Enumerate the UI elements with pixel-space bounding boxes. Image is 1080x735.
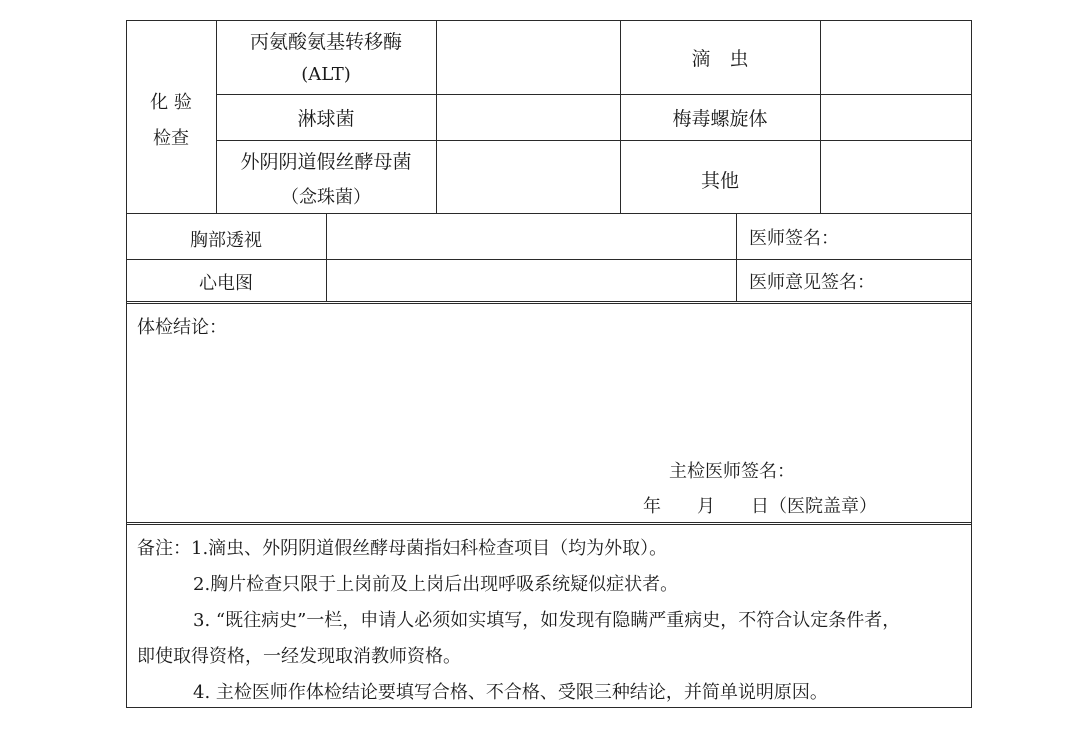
lab-section-label: 检查 (153, 128, 189, 149)
table-border-left (126, 20, 127, 708)
row-divider (216, 94, 972, 95)
table-border-top (126, 20, 972, 21)
note-line: 3. “既往病史”一栏，申请人必须如实填写，如发现有隐瞒严重病史，不符合认定条件者， (193, 610, 901, 631)
chest-xray-label: 胸部透视 (190, 230, 262, 251)
ecg-label: 心电图 (199, 273, 253, 294)
row-divider (126, 301, 972, 302)
column-divider (326, 213, 327, 302)
table-border-bottom (126, 707, 972, 708)
row-divider (126, 213, 972, 214)
column-divider (736, 213, 737, 302)
syphilis-label: 梅毒螺旋体 (672, 108, 768, 130)
row-divider (126, 259, 972, 260)
row-divider (126, 303, 972, 304)
date-seal-label: 年 月 日（医院盖章） (643, 496, 877, 517)
table-border-right (971, 20, 972, 708)
note-line: 2.胸片检查只限于上岗前及上岗后出现呼吸系统疑似症状者。 (193, 574, 679, 595)
note-line: 4. 主检医师作体检结论要填写合格、不合格、受限三种结论，并简单说明原因。 (193, 682, 828, 703)
alt-label: (ALT) (301, 64, 351, 85)
doctor-signature-label: 医师签名： (749, 228, 839, 249)
row-divider (216, 140, 972, 141)
gonococcus-label: 淋球菌 (297, 108, 355, 130)
conclusion-label: 体检结论： (137, 317, 227, 338)
candida-label: （念珠菌） (281, 187, 371, 208)
note-line: 即使取得资格，一经发现取消教师资格。 (137, 646, 461, 667)
trichomonas-label: 滴 虫 (691, 48, 749, 70)
row-divider (126, 522, 972, 523)
other-label: 其他 (700, 170, 739, 192)
chief-doctor-signature-label: 主检医师签名： (669, 461, 795, 482)
doctor-opinion-signature-label: 医师意见签名： (749, 272, 875, 293)
column-divider (820, 20, 821, 214)
column-divider (436, 20, 437, 214)
note-line: 备注：1.滴虫、外阴阴道假丝酵母菌指妇科检查项目（均为外取）。 (137, 538, 668, 559)
row-divider (126, 524, 972, 525)
candida-label: 外阴阴道假丝酵母菌 (240, 151, 412, 173)
alt-label: 丙氨酸氨基转移酶 (249, 31, 402, 53)
lab-section-label: 化 验 (150, 92, 192, 113)
